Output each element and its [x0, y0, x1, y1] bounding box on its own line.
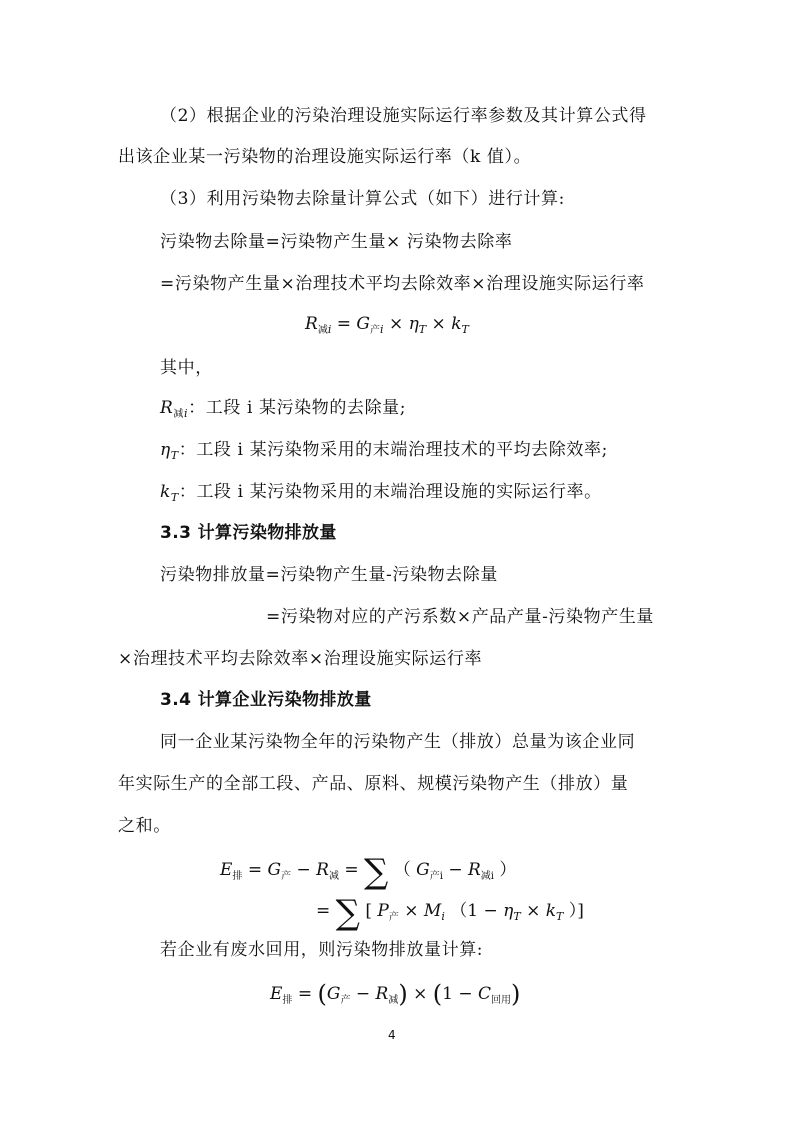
paragraph-line: （2）根据企业的污染治理设施实际运行率参数及其计算公式得	[160, 106, 647, 126]
formula-emission-sum: $E_排 = G_产 - R_减$ = ∑ （ $G_{产i} - R_{减i}$ ）	[220, 852, 517, 892]
paragraph-line: 之和。	[118, 816, 171, 836]
paragraph-line: 年实际生产的全部工段、产品、原料、规模污染物产生（排放）量	[118, 774, 629, 794]
page-number: 4	[388, 1028, 396, 1042]
section-heading-3-3: 3.3 计算污染物排放量	[160, 523, 337, 543]
formula-removal: $R_{减i} = G_{产i} \times \eta_T \times k_T$	[305, 314, 469, 336]
paragraph-line: 其中，	[160, 358, 213, 378]
paragraph-line: =污染物对应的产污系数×产品产量-污染物产生量	[266, 607, 655, 627]
paragraph-line: 同一企业某污染物全年的污染物产生（排放）总量为该企业同	[160, 732, 636, 752]
formula-emission-reuse: $E_排 = (G_产 - R_减) \times (1 - C_{回用})$	[270, 980, 521, 1008]
paragraph-line: （3）利用污染物去除量计算公式（如下）进行计算:	[160, 189, 565, 209]
definition-line-r: $R_{减i}$：工段 i 某污染物的去除量;	[160, 398, 407, 420]
paragraph-line: ×治理技术平均去除效率×治理设施实际运行率	[118, 649, 483, 669]
definition-line-k: $k_T$：工段 i 某污染物采用的末端治理设施的实际运行率。	[160, 482, 602, 504]
formula-emission-product: = ∑ [ $P_产 \times M_i$ （$1 - \eta_T \times k_T$ ）]	[316, 893, 584, 933]
section-heading-3-4: 3.4 计算企业污染物排放量	[160, 690, 372, 710]
paragraph-line: 若企业有废水回用，则污染物排放量计算:	[160, 940, 484, 960]
paragraph-line: 污染物排放量=污染物产生量-污染物去除量	[160, 565, 498, 585]
paragraph-line: =污染物产生量×治理技术平均去除效率×治理设施实际运行率	[160, 274, 645, 294]
paragraph-line: 出该企业某一污染物的治理设施实际运行率（k 值）。	[118, 147, 532, 167]
definition-line-eta: $\eta_T$：工段 i 某污染物采用的末端治理技术的平均去除效率;	[160, 440, 608, 462]
paragraph-line: 污染物去除量=污染物产生量× 污染物去除率	[160, 232, 513, 252]
